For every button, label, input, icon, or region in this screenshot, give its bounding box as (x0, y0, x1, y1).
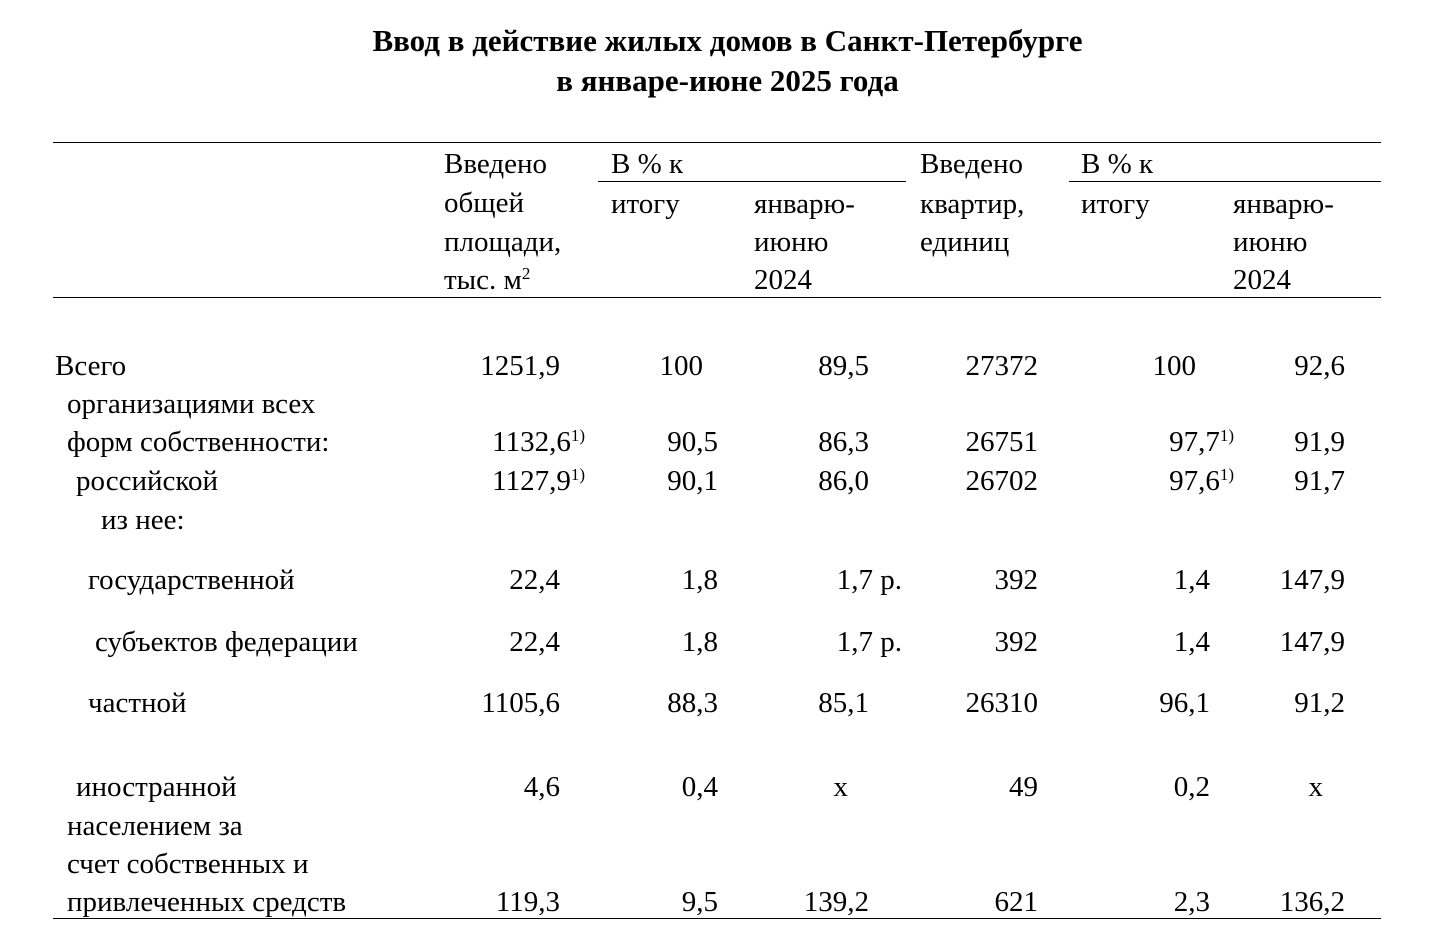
header-pct-prev-line-2: июню (754, 226, 829, 258)
header-area-line-3: площади, (444, 226, 562, 258)
cell-fl-prev: 147,9 (1279, 564, 1345, 596)
cell-pct-prev: 1,7 р. (836, 564, 902, 596)
cell-pct-total: 9,5 (681, 886, 718, 918)
header-pct-total-2: итогу (1081, 188, 1150, 220)
table-title-line-2: в январе-июне 2025 года (556, 63, 899, 98)
header-area-line-1: Введено (444, 148, 548, 180)
cell-flats: 392 (994, 564, 1038, 596)
header-flats-line-2: квартир, (920, 188, 1025, 220)
cell-fl-total (1169, 462, 1234, 504)
cell-pct-total: 0,4 (681, 771, 718, 803)
row-label: Всего (55, 350, 127, 382)
cell-pct-total: 1,8 (681, 626, 718, 658)
cell-pct-prev: 86,3 (818, 426, 869, 458)
footnote-mark: 1) (1219, 465, 1234, 484)
cell-pct-prev: х (833, 771, 848, 803)
cell-area (492, 423, 585, 465)
cell-pct-prev: 1,7 р. (836, 626, 902, 658)
cell-fl-prev: 91,9 (1294, 426, 1345, 458)
row-label: субъектов федерации (95, 626, 358, 658)
header-area-line-2: общей (444, 187, 524, 219)
cell-flats: 26310 (965, 687, 1038, 719)
cell-pct-total: 100 (659, 350, 703, 382)
cell-pct-total: 1,8 (681, 564, 718, 596)
cell-flats: 27372 (965, 350, 1038, 382)
header-bottom-rule (53, 297, 1381, 298)
cell-flats: 621 (994, 886, 1038, 918)
cell-flats: 392 (994, 626, 1038, 658)
cell-fl-total: 1,4 (1173, 626, 1210, 658)
header-top-rule (53, 142, 1381, 143)
cell-area-value: 1127,9 (492, 465, 571, 497)
cell-fl-total (1169, 423, 1234, 465)
row-label: частной (88, 687, 187, 719)
cell-pct-prev: 85,1 (818, 687, 869, 719)
cell-fl-total: 0,2 (1173, 771, 1210, 803)
row-label-cont: форм собственности: (67, 426, 330, 458)
cell-pct-total: 88,3 (667, 687, 718, 719)
cell-fl-total: 1,4 (1173, 564, 1210, 596)
cell-fl-prev: 91,7 (1294, 465, 1345, 497)
cell-pct-prev: 86,0 (818, 465, 869, 497)
cell-pct-prev: 89,5 (818, 350, 869, 382)
cell-fl-prev: 91,2 (1294, 687, 1345, 719)
header-pct-prev-2-line-2: июню (1233, 226, 1308, 258)
row-label: государственной (88, 564, 295, 596)
header-pct-total: итогу (611, 188, 680, 220)
cell-pct-total: 90,1 (667, 465, 718, 497)
cell-fl-prev: 147,9 (1279, 626, 1345, 658)
row-label: населением за (67, 810, 243, 842)
cell-fl-total-value: 97,6 (1169, 465, 1220, 497)
header-area-unit: тыс. м (444, 264, 522, 296)
row-label: из нее: (101, 504, 185, 536)
table-bottom-rule (53, 918, 1381, 919)
cell-area: 22,4 (509, 626, 560, 658)
cell-area: 1105,6 (481, 687, 560, 719)
row-label: российской (76, 465, 219, 497)
footnote-mark: 1) (570, 465, 585, 484)
footnote-mark: 1) (570, 426, 585, 445)
row-label: иностранной (76, 771, 237, 803)
cell-fl-total: 2,3 (1173, 886, 1210, 918)
header-pct-prev-2-line-1: январю- (1233, 188, 1334, 220)
header-pct-prev-line-1: январю- (754, 188, 855, 220)
cell-pct-prev: 139,2 (803, 886, 869, 918)
header-area-line-4 (444, 261, 530, 303)
row-label: организациями всех (67, 388, 316, 420)
cell-pct-total: 90,5 (667, 426, 718, 458)
header-pct-prev-line-3: 2024 (754, 264, 812, 296)
cell-fl-total: 100 (1152, 350, 1196, 382)
cell-area: 119,3 (495, 886, 560, 918)
cell-fl-total-value: 97,7 (1169, 426, 1220, 458)
header-pct-prev-2-line-3: 2024 (1233, 264, 1291, 296)
cell-fl-prev: 92,6 (1294, 350, 1345, 382)
header-pct-group: В % к (611, 148, 684, 180)
header-pct-group-2: В % к (1081, 148, 1154, 180)
row-label-cont-2: привлеченных средств (67, 886, 347, 918)
cell-fl-prev: 136,2 (1279, 886, 1345, 918)
header-area-unit-sup: 2 (521, 264, 531, 283)
footnote-mark: 1) (1219, 426, 1234, 445)
header-flats-line-1: Введено (920, 148, 1024, 180)
cell-flats: 26702 (965, 465, 1038, 497)
row-label-cont: счет собственных и (67, 848, 309, 880)
cell-flats: 26751 (965, 426, 1038, 458)
cell-area-value: 1132,6 (492, 426, 571, 458)
header-flats-line-3: единиц (920, 226, 1010, 258)
table-title-line-1: Ввод в действие жилых домов в Санкт-Петербурге (372, 23, 1083, 58)
cell-area: 4,6 (523, 771, 560, 803)
cell-flats: 49 (1009, 771, 1038, 803)
cell-area: 22,4 (509, 564, 560, 596)
cell-fl-prev: х (1308, 771, 1323, 803)
cell-area: 1251,9 (480, 350, 560, 382)
cell-area (492, 462, 585, 504)
cell-fl-total: 96,1 (1159, 687, 1210, 719)
